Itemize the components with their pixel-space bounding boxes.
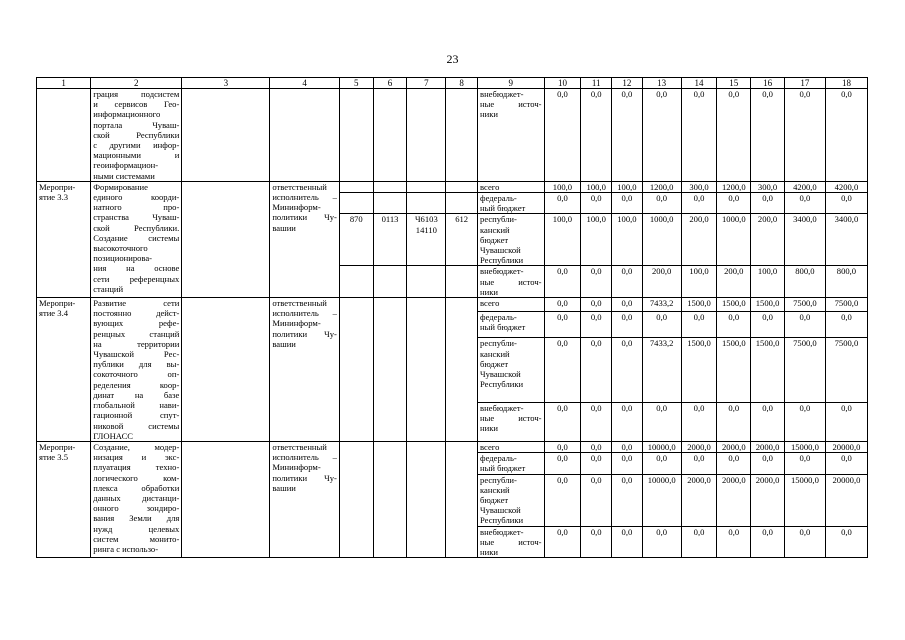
- value-col-15: 0,0: [717, 402, 751, 441]
- value-col-10: 0,0: [544, 193, 581, 214]
- value-col-14: 200,0: [681, 214, 717, 266]
- col-5: [339, 181, 373, 192]
- value-col-14: 0,0: [681, 89, 717, 182]
- value-col-11: 0,0: [581, 402, 612, 441]
- value-col-10: 0,0: [544, 441, 581, 452]
- table-row: [37, 441, 868, 452]
- funding-source: республи- канский бюджет Чувашской Республики: [478, 474, 545, 526]
- col-7: [407, 181, 446, 192]
- value-col-11: 100,0: [581, 214, 612, 266]
- col-3: [182, 181, 270, 297]
- executor: ответственный исполнитель – Мининформ- политики Чу- вашии: [270, 298, 340, 442]
- executor: ответственный исполнитель – Мининформ- политики Чу- вашии: [270, 181, 340, 297]
- col-5: [339, 89, 373, 182]
- col-3: [182, 298, 270, 442]
- funding-source: федераль- ный бюджет: [478, 311, 545, 337]
- value-col-11: 0,0: [581, 298, 612, 312]
- activity-description: Создание, модер- низация и экс- плуатация техно- логического ком- плекса обработки данных дистанци- онного зондиро- вания Земли для нужд целевых систем монито- ринга с использо-: [91, 441, 182, 557]
- value-col-16: 0,0: [751, 89, 785, 182]
- col-5: [339, 298, 373, 442]
- value-col-12: 0,0: [612, 474, 643, 526]
- value-col-16: 0,0: [751, 402, 785, 441]
- col-8: [446, 298, 478, 442]
- value-col-10: 0,0: [544, 89, 581, 182]
- value-col-15: 1500,0: [717, 298, 751, 312]
- value-col-16: 0,0: [751, 526, 785, 558]
- value-col-13: 7433,2: [642, 338, 681, 402]
- value-col-17: 0,0: [784, 193, 825, 214]
- value-col-17: 0,0: [784, 89, 825, 182]
- col-7: [407, 266, 446, 298]
- value-col-10: 0,0: [544, 402, 581, 441]
- value-col-15: 0,0: [717, 311, 751, 337]
- col-6: [373, 441, 407, 557]
- value-col-14: 1500,0: [681, 338, 717, 402]
- header-col-4: 4: [270, 78, 340, 89]
- value-col-17: 0,0: [784, 311, 825, 337]
- value-col-14: 0,0: [681, 453, 717, 474]
- value-col-11: 0,0: [581, 474, 612, 526]
- value-col-18: 7500,0: [825, 298, 867, 312]
- value-col-14: 300,0: [681, 181, 717, 192]
- executor: ответственный исполнитель – Мининформ- политики Чу- вашии: [270, 441, 340, 557]
- budget-code-target: Ч6103 14110: [407, 214, 446, 266]
- value-col-15: 0,0: [717, 526, 751, 558]
- col-3: [182, 89, 270, 182]
- value-col-12: 0,0: [612, 402, 643, 441]
- value-col-14: 0,0: [681, 193, 717, 214]
- activity-id: Меропри- ятие 3.3: [37, 181, 91, 297]
- budget-code-grbs: 870: [339, 214, 373, 266]
- col-5: [339, 441, 373, 557]
- header-col-2: 2: [91, 78, 182, 89]
- value-col-18: 20000,0: [825, 441, 867, 452]
- funding-source: федераль- ный бюджет: [478, 193, 545, 214]
- col-7: [407, 441, 446, 557]
- table-body: [37, 78, 868, 558]
- col-6: [373, 89, 407, 182]
- funding-source: внебюджет- ные источ- ники: [478, 402, 545, 441]
- budget-code-type: 612: [446, 214, 478, 266]
- col-7: [407, 298, 446, 442]
- value-col-16: 0,0: [751, 453, 785, 474]
- value-col-16: 100,0: [751, 266, 785, 298]
- executor: [270, 89, 340, 182]
- value-col-10: 0,0: [544, 453, 581, 474]
- value-col-14: 100,0: [681, 266, 717, 298]
- page-number: 23: [446, 52, 459, 66]
- value-col-17: 800,0: [784, 266, 825, 298]
- value-col-12: 0,0: [612, 338, 643, 402]
- value-col-18: 4200,0: [825, 181, 867, 192]
- header-col-6: 6: [373, 78, 407, 89]
- value-col-17: 0,0: [784, 526, 825, 558]
- funding-source: республи- канский бюджет Чувашской Республики: [478, 214, 545, 266]
- table-row: [37, 181, 868, 192]
- col-6: [373, 181, 407, 192]
- value-col-15: 2000,0: [717, 474, 751, 526]
- value-col-13: 1200,0: [642, 181, 681, 192]
- funding-source: всего: [478, 181, 545, 192]
- value-col-10: 0,0: [544, 311, 581, 337]
- col-5: [339, 266, 373, 298]
- value-col-15: 2000,0: [717, 441, 751, 452]
- header-col-17: 17: [784, 78, 825, 89]
- header-col-13: 13: [642, 78, 681, 89]
- header-col-15: 15: [717, 78, 751, 89]
- activity-description: Развитие сети постоянно дейст- вующих рефе- ренцных станций на территории Чувашской Рес- публики для вы- сокоточного оп- ределения коор- динат на базе глобальной нави- гационной спут- никовой системы ГЛОНАСС: [91, 298, 182, 442]
- value-col-15: 0,0: [717, 89, 751, 182]
- program-table: [36, 77, 868, 558]
- value-col-17: 7500,0: [784, 298, 825, 312]
- value-col-15: 1500,0: [717, 338, 751, 402]
- value-col-14: 0,0: [681, 526, 717, 558]
- value-col-10: 0,0: [544, 298, 581, 312]
- value-col-13: 0,0: [642, 402, 681, 441]
- value-col-11: 0,0: [581, 193, 612, 214]
- budget-code-section: 0113: [373, 214, 407, 266]
- value-col-11: 0,0: [581, 441, 612, 452]
- value-col-16: 2000,0: [751, 474, 785, 526]
- value-col-14: 0,0: [681, 311, 717, 337]
- value-col-15: 1200,0: [717, 181, 751, 192]
- value-col-18: 0,0: [825, 311, 867, 337]
- col-7: [407, 193, 446, 214]
- activity-id: Меропри- ятие 3.4: [37, 298, 91, 442]
- header-col-1: 1: [37, 78, 91, 89]
- value-col-11: 0,0: [581, 266, 612, 298]
- value-col-12: 0,0: [612, 266, 643, 298]
- value-col-13: 0,0: [642, 453, 681, 474]
- col-8: [446, 89, 478, 182]
- value-col-13: 0,0: [642, 526, 681, 558]
- header-col-18: 18: [825, 78, 867, 89]
- header-col-10: 10: [544, 78, 581, 89]
- header-col-8: 8: [446, 78, 478, 89]
- value-col-13: 10000,0: [642, 474, 681, 526]
- value-col-12: 100,0: [612, 181, 643, 192]
- value-col-11: 0,0: [581, 338, 612, 402]
- value-col-18: 0,0: [825, 89, 867, 182]
- value-col-18: 0,0: [825, 402, 867, 441]
- col-6: [373, 298, 407, 442]
- value-col-13: 1000,0: [642, 214, 681, 266]
- value-col-16: 1500,0: [751, 338, 785, 402]
- value-col-17: 3400,0: [784, 214, 825, 266]
- value-col-14: 1500,0: [681, 298, 717, 312]
- funding-source: внебюджет- ные источ- ники: [478, 266, 545, 298]
- value-col-15: 200,0: [717, 266, 751, 298]
- value-col-13: 0,0: [642, 89, 681, 182]
- value-col-12: 0,0: [612, 441, 643, 452]
- value-col-14: 0,0: [681, 402, 717, 441]
- header-col-11: 11: [581, 78, 612, 89]
- value-col-16: 300,0: [751, 181, 785, 192]
- header-col-5: 5: [339, 78, 373, 89]
- value-col-12: 0,0: [612, 298, 643, 312]
- header-col-12: 12: [612, 78, 643, 89]
- table-row: [37, 89, 868, 182]
- value-col-12: 100,0: [612, 214, 643, 266]
- col-8: [446, 193, 478, 214]
- funding-source: республи- канский бюджет Чувашской Республики: [478, 338, 545, 402]
- value-col-13: 10000,0: [642, 441, 681, 452]
- col-8: [446, 266, 478, 298]
- value-col-11: 0,0: [581, 89, 612, 182]
- value-col-14: 2000,0: [681, 441, 717, 452]
- value-col-12: 0,0: [612, 453, 643, 474]
- value-col-17: 15000,0: [784, 474, 825, 526]
- header-col-16: 16: [751, 78, 785, 89]
- value-col-17: 7500,0: [784, 338, 825, 402]
- value-col-18: 0,0: [825, 193, 867, 214]
- value-col-10: 100,0: [544, 181, 581, 192]
- value-col-10: 0,0: [544, 338, 581, 402]
- col-8: [446, 181, 478, 192]
- value-col-18: 3400,0: [825, 214, 867, 266]
- value-col-11: 0,0: [581, 311, 612, 337]
- value-col-11: 0,0: [581, 453, 612, 474]
- value-col-13: 7433,2: [642, 298, 681, 312]
- value-col-12: 0,0: [612, 311, 643, 337]
- funding-source: федераль- ный бюджет: [478, 453, 545, 474]
- header-col-9: 9: [478, 78, 545, 89]
- value-col-17: 4200,0: [784, 181, 825, 192]
- value-col-13: 200,0: [642, 266, 681, 298]
- value-col-18: 20000,0: [825, 474, 867, 526]
- col-7: [407, 89, 446, 182]
- value-col-18: 0,0: [825, 453, 867, 474]
- value-col-18: 7500,0: [825, 338, 867, 402]
- funding-source: всего: [478, 298, 545, 312]
- funding-source: внебюджет- ные источ- ники: [478, 89, 545, 182]
- value-col-10: 100,0: [544, 214, 581, 266]
- value-col-11: 100,0: [581, 181, 612, 192]
- value-col-15: 1000,0: [717, 214, 751, 266]
- funding-source: всего: [478, 441, 545, 452]
- value-col-18: 800,0: [825, 266, 867, 298]
- value-col-10: 0,0: [544, 474, 581, 526]
- value-col-16: 0,0: [751, 311, 785, 337]
- table-row: [37, 298, 868, 312]
- col-6: [373, 193, 407, 214]
- col-8: [446, 441, 478, 557]
- value-col-17: 15000,0: [784, 441, 825, 452]
- col-6: [373, 266, 407, 298]
- activity-description: грация подсистем и сервисов Гео- информационного портала Чуваш- ской Республики с другими инфор- мационными и геоинформацион- ными системами: [91, 89, 182, 182]
- header-col-7: 7: [407, 78, 446, 89]
- col-3: [182, 441, 270, 557]
- value-col-17: 0,0: [784, 402, 825, 441]
- value-col-12: 0,0: [612, 89, 643, 182]
- value-col-10: 0,0: [544, 526, 581, 558]
- value-col-16: 1500,0: [751, 298, 785, 312]
- value-col-17: 0,0: [784, 453, 825, 474]
- value-col-14: 2000,0: [681, 474, 717, 526]
- header-col-3: 3: [182, 78, 270, 89]
- value-col-18: 0,0: [825, 526, 867, 558]
- value-col-15: 0,0: [717, 453, 751, 474]
- value-col-16: 200,0: [751, 214, 785, 266]
- col-5: [339, 193, 373, 214]
- funding-source: внебюджет- ные источ- ники: [478, 526, 545, 558]
- value-col-16: 2000,0: [751, 441, 785, 452]
- value-col-11: 0,0: [581, 526, 612, 558]
- activity-id: Меропри- ятие 3.5: [37, 441, 91, 557]
- value-col-15: 0,0: [717, 193, 751, 214]
- value-col-12: 0,0: [612, 526, 643, 558]
- activity-description: Формирование единого коорди- натного про- странства Чуваш- ской Республики. Создание системы высокоточного позиционирова- ния на основе сети референцных станций: [91, 181, 182, 297]
- value-col-13: 0,0: [642, 311, 681, 337]
- value-col-16: 0,0: [751, 193, 785, 214]
- value-col-13: 0,0: [642, 193, 681, 214]
- header-col-14: 14: [681, 78, 717, 89]
- value-col-10: 0,0: [544, 266, 581, 298]
- header-row: [37, 78, 868, 89]
- activity-id: [37, 89, 91, 182]
- value-col-12: 0,0: [612, 193, 643, 214]
